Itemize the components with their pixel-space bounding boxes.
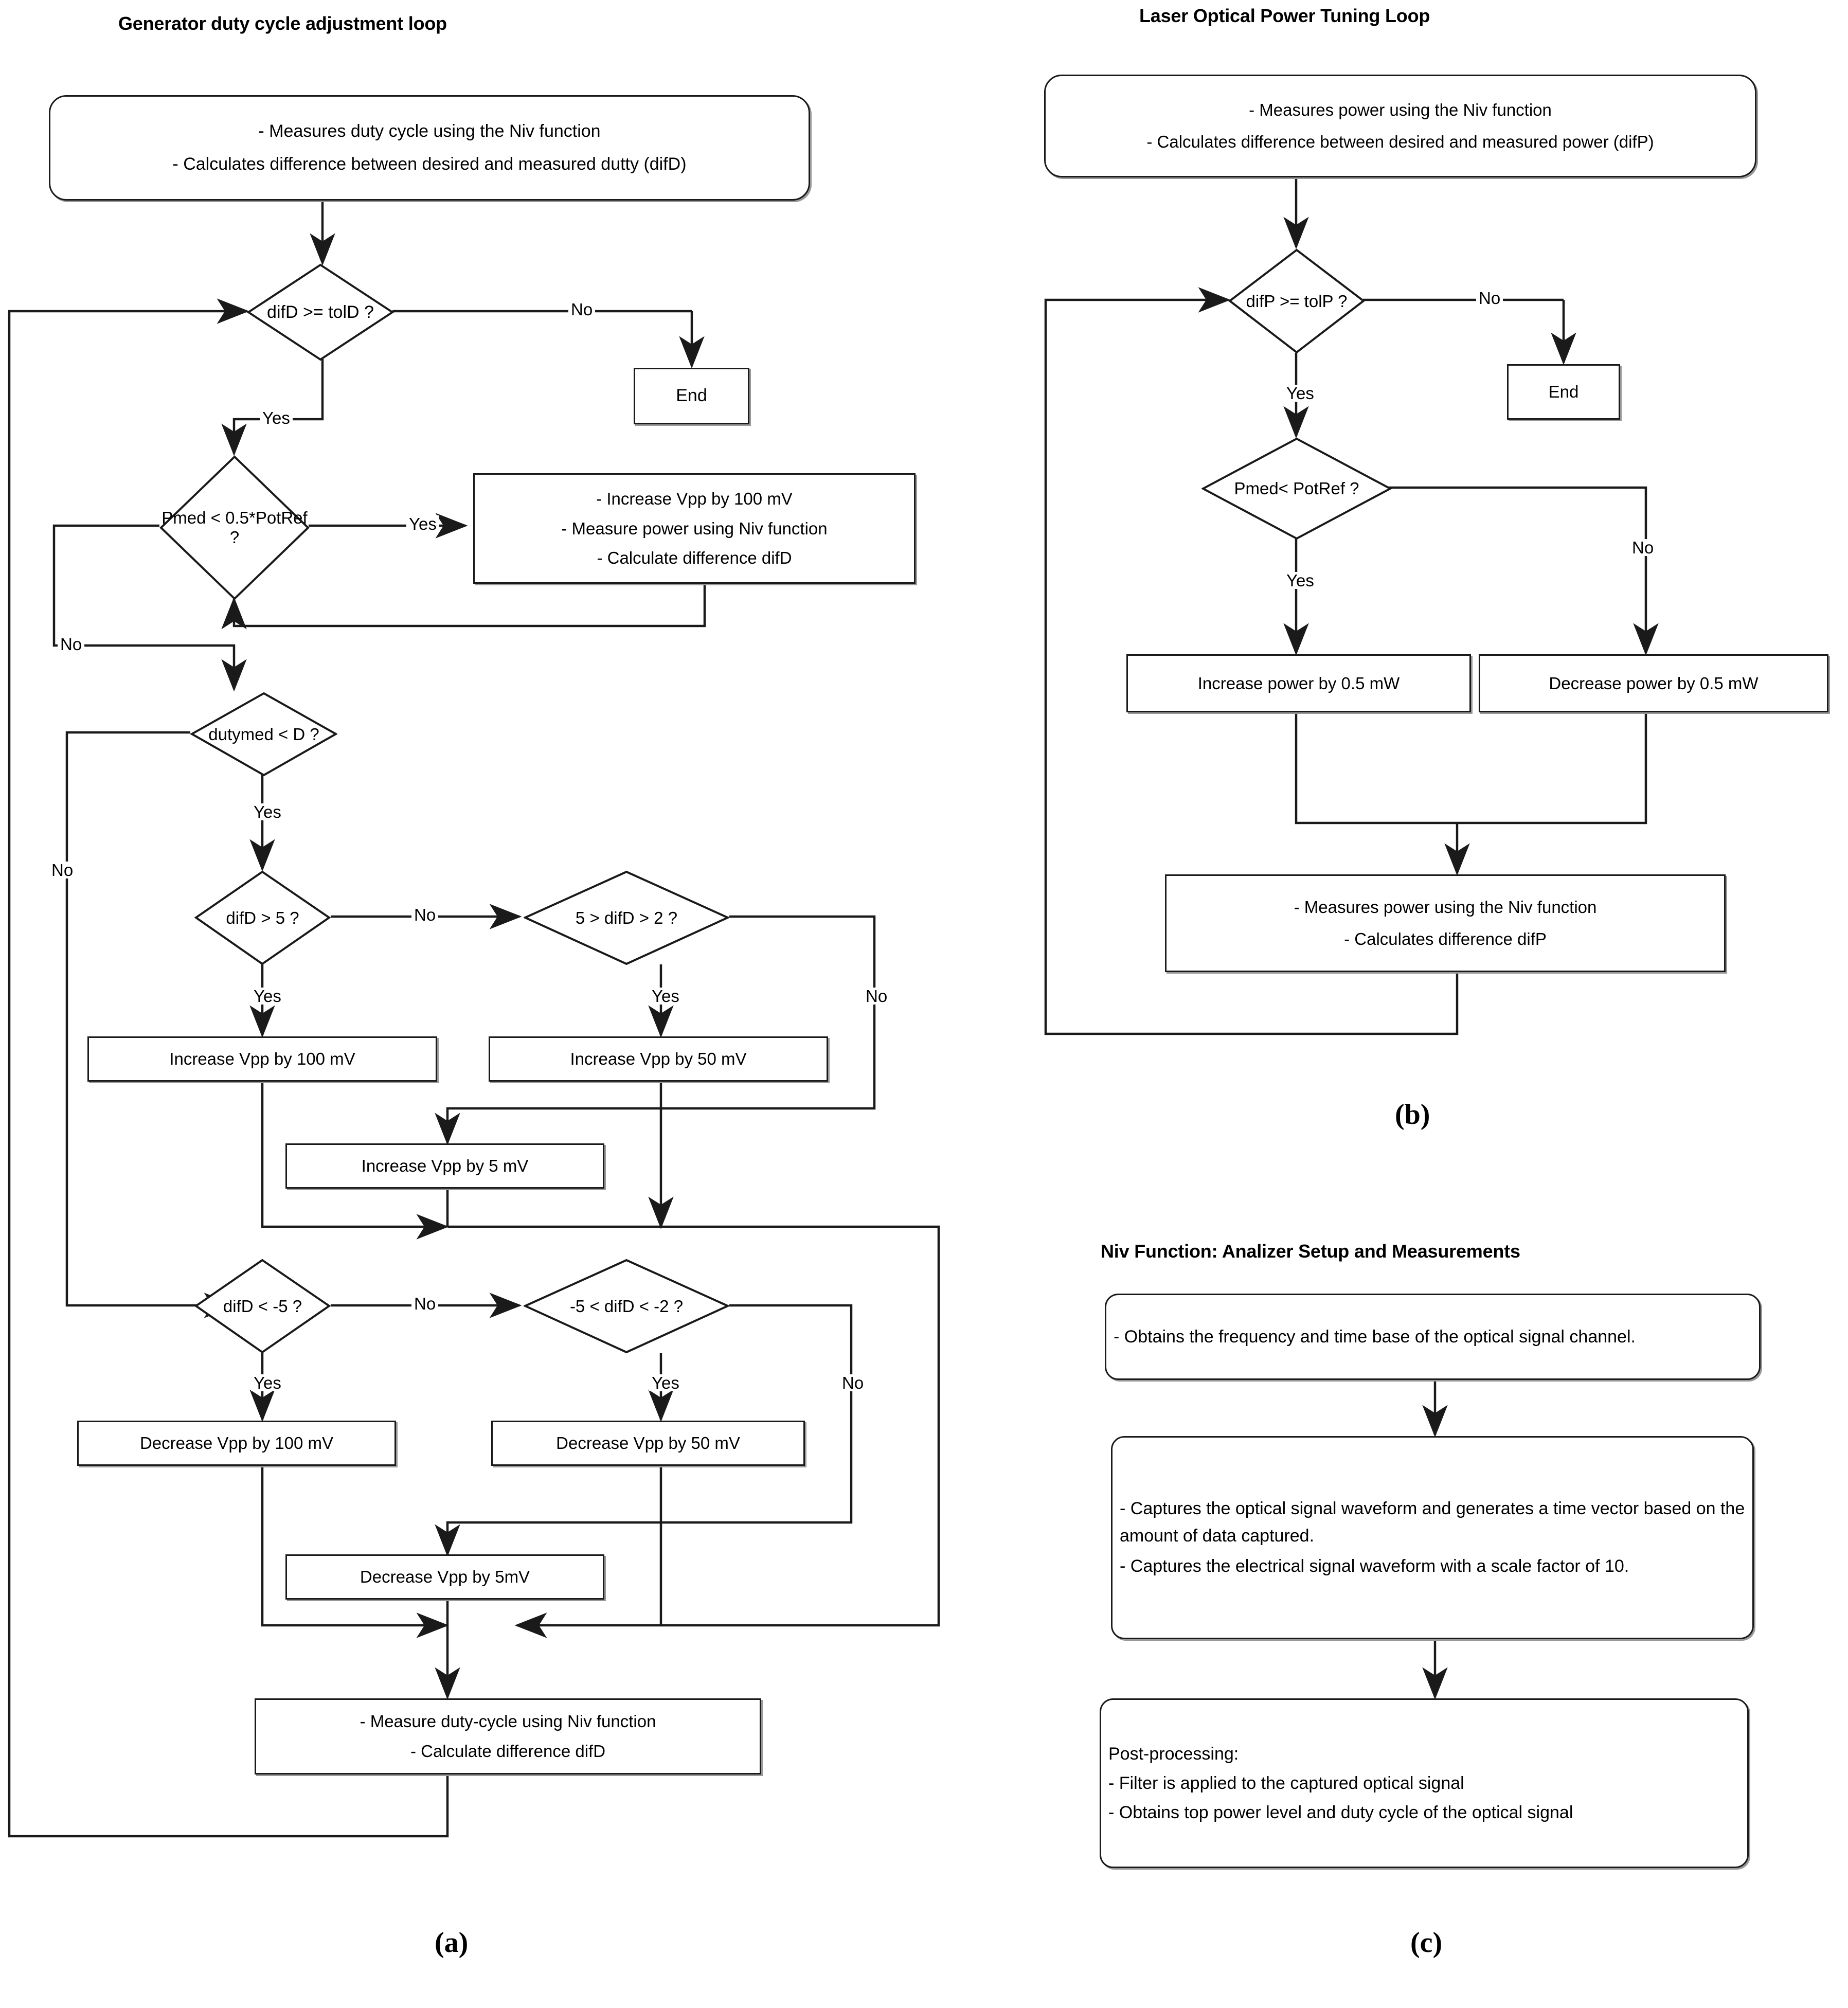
node-a-decision-dutymed (190, 692, 337, 777)
node-a-decrease-5-label: Decrease Vpp by 5mV (360, 1567, 530, 1587)
node-b-decision-tolerance (1228, 248, 1365, 354)
node-b-decision-pmed-label: Pmed< PotRef ? (1234, 479, 1359, 498)
node-a-decision-pmed-label: Pmed < 0.5*PotRef ? (162, 508, 308, 547)
node-a-decision-difd-gt5-label: difD > 5 ? (226, 908, 299, 927)
node-c-step3-line3: - Obtains top power level and duty cycle of the optical signal (1108, 1802, 1573, 1822)
edge-label-a-pmed-no: No (58, 636, 84, 653)
node-a-increase-5-label: Increase Vpp by 5 mV (361, 1156, 529, 1176)
edge-label-a-d52-no: No (863, 988, 890, 1005)
node-b-decision-tolerance-label: difP >= tolP ? (1246, 291, 1348, 311)
edge-label-a-dutymed-yes: Yes (251, 803, 284, 820)
edge-label-a-tol-yes: Yes (260, 409, 293, 426)
node-a-power-boost (473, 473, 916, 584)
node-a-decision-difd-lt-m5 (194, 1259, 331, 1354)
node-a-decision-difd-m5-m2-label: -5 < difD < -2 ? (569, 1296, 684, 1316)
node-a-decrease-50-label: Decrease Vpp by 50 mV (556, 1433, 740, 1453)
node-a-decrease-100 (77, 1421, 396, 1466)
node-c-step2-line1: - Captures the optical signal waveform and generates a time vector based on the amount of data captured. (1120, 1499, 1745, 1546)
node-b-decrease-power-label: Decrease power by 0.5 mW (1549, 673, 1759, 693)
edge-label-a-dm5m2-no: No (839, 1374, 866, 1391)
node-a-increase-100 (87, 1036, 437, 1082)
edge-label-a-d52-yes: Yes (649, 988, 682, 1005)
edge-label-b-tol-yes: Yes (1284, 385, 1317, 402)
node-b-start-line2: - Calculates difference between desired and measured power (difP) (1146, 132, 1654, 151)
node-a-decision-difd-lt-m5-label: difD < -5 ? (223, 1296, 302, 1316)
edge-label-b-tol-no: No (1476, 290, 1503, 307)
node-b-remeasure-line2: - Calculates difference difP (1344, 929, 1547, 948)
node-a-decision-difd-5-2 (524, 870, 729, 965)
node-b-start-line1: - Measures power using the Niv function (1249, 100, 1552, 120)
node-a-decision-difd-gt5 (194, 870, 331, 965)
panel-a-label: (a) (435, 1927, 469, 1959)
node-a-decrease-50 (491, 1421, 805, 1466)
node-b-increase-power (1126, 654, 1471, 712)
edge-label-a-ltm5-yes: Yes (251, 1374, 284, 1391)
edge-label-a-dutymed-no: No (49, 862, 76, 879)
node-a-decision-tolerance-label: difD >= tolD ? (267, 302, 374, 322)
node-b-remeasure-line1: - Measures power using the Niv function (1294, 898, 1597, 917)
panel-b-label: (b) (1395, 1099, 1430, 1131)
node-b-decision-pmed (1201, 437, 1392, 540)
edge-label-a-ltm5-no: No (411, 1295, 438, 1312)
panel-c-label: (c) (1410, 1927, 1443, 1959)
node-a-start-line1: - Measures duty cycle using the Niv function (258, 121, 601, 141)
panel-a-title: Generator duty cycle adjustment loop (118, 13, 447, 34)
node-a-remeasure (255, 1698, 761, 1774)
node-b-end-label: End (1548, 382, 1579, 402)
node-a-decision-tolerance (247, 263, 394, 361)
node-a-power-boost-line2: - Measure power using Niv function (561, 518, 828, 538)
node-c-step2 (1111, 1436, 1754, 1639)
node-c-step1-label: - Obtains the frequency and time base of the optical signal channel. (1114, 1326, 1636, 1347)
panel-b-title: Laser Optical Power Tuning Loop (1139, 5, 1430, 26)
edge-label-a-dm5m2-yes: Yes (649, 1374, 682, 1391)
node-a-increase-5 (285, 1143, 604, 1189)
node-a-increase-100-label: Increase Vpp by 100 mV (169, 1049, 355, 1069)
node-a-decision-dutymed-label: dutymed < D ? (208, 724, 319, 744)
node-c-step2-line2: - Captures the electrical signal waveform with a scale factor of 10. (1120, 1556, 1629, 1576)
node-a-start (49, 95, 810, 201)
node-a-remeasure-line1: - Measure duty-cycle using Niv function (360, 1712, 656, 1731)
node-c-step3 (1100, 1698, 1749, 1868)
panel-c-title: Niv Function: Analizer Setup and Measurements (1101, 1241, 1520, 1262)
node-a-decision-difd-m5-m2 (524, 1259, 729, 1354)
node-b-start (1044, 75, 1756, 177)
edge-label-a-gt5-no: No (411, 906, 438, 923)
node-a-decrease-100-label: Decrease Vpp by 100 mV (139, 1433, 334, 1453)
node-a-start-line2: - Calculates difference between desired and measured dutty (difD) (172, 154, 687, 174)
edge-label-a-pmed-yes: Yes (406, 515, 439, 532)
node-a-power-boost-line1: - Increase Vpp by 100 mV (596, 489, 793, 508)
node-a-decision-pmed (159, 455, 310, 600)
edge-label-b-pmed-yes: Yes (1284, 572, 1317, 589)
node-b-decrease-power (1479, 654, 1828, 712)
node-a-end-label: End (676, 386, 707, 406)
node-b-end (1507, 364, 1620, 420)
node-a-increase-50 (489, 1036, 828, 1082)
node-c-step3-line1: Post-processing: (1108, 1744, 1239, 1764)
node-b-remeasure (1165, 874, 1726, 972)
node-b-increase-power-label: Increase power by 0.5 mW (1197, 673, 1400, 693)
node-a-decision-difd-5-2-label: 5 > difD > 2 ? (575, 908, 678, 927)
edge-label-a-gt5-yes: Yes (251, 988, 284, 1005)
edge-label-b-pmed-no: No (1629, 539, 1656, 556)
node-c-step1 (1105, 1294, 1761, 1380)
node-a-power-boost-line3: - Calculate difference difD (597, 548, 792, 568)
node-a-end (634, 368, 749, 424)
node-a-remeasure-line2: - Calculate difference difD (410, 1742, 606, 1761)
node-a-decrease-5 (285, 1554, 604, 1600)
node-a-increase-50-label: Increase Vpp by 50 mV (570, 1049, 747, 1069)
edge-label-a-tol-no: No (568, 301, 595, 318)
node-c-step3-line2: - Filter is applied to the captured optical signal (1108, 1773, 1464, 1793)
